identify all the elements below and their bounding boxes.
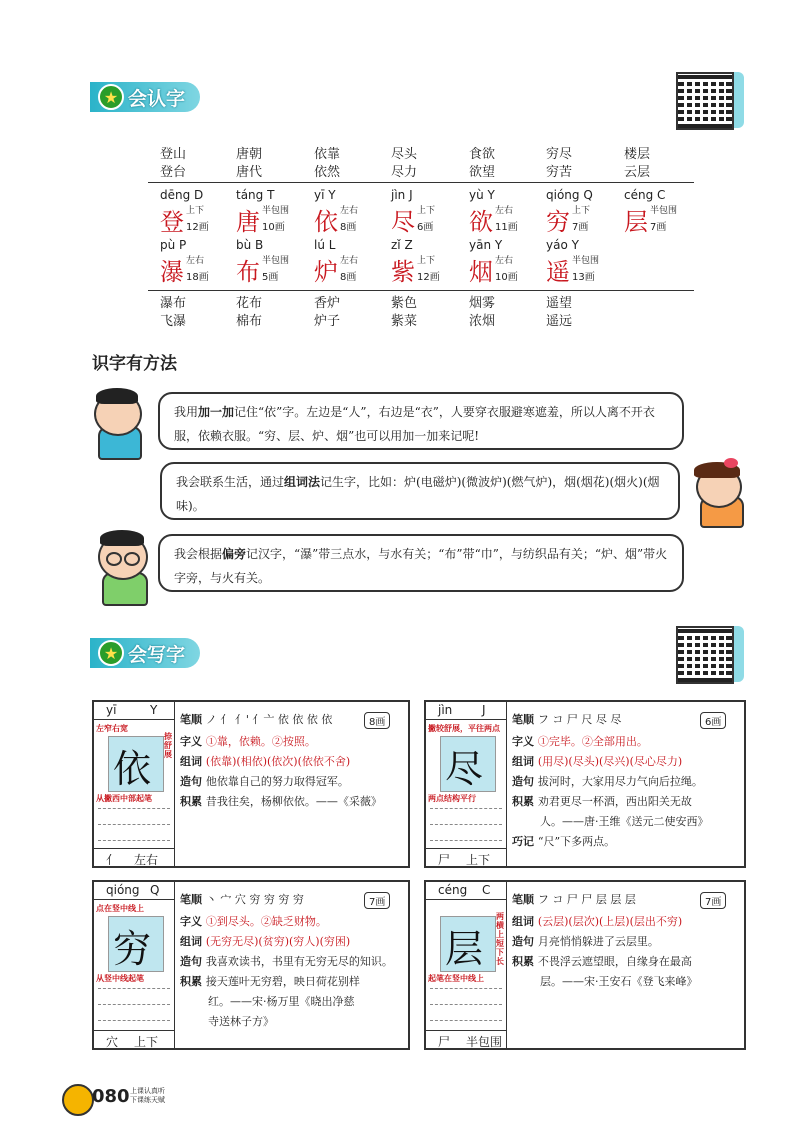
word: 云层 [624,165,651,180]
qr-code-icon[interactable] [676,72,734,130]
stroke-count: 7画 [650,222,667,233]
word: 穷苦 [546,165,573,180]
line-text: (依靠)(相依)(依次)(依依不舍) [205,755,351,768]
word: 依靠 [314,147,341,162]
card-line [180,952,393,972]
line-text: 劝君更尽一杯酒，西出阳关无故 [537,795,692,808]
writing-tip: 从撇西中部起笔 [96,794,152,803]
boy-illustration [88,388,152,458]
card-pinyin: céng [438,883,468,897]
card-left-panel [94,702,175,866]
radical: 尸 [438,853,451,867]
stroke-count: 12画 [417,272,440,283]
stroke-sequence: フ コ 尸 尺 尽 尽 [537,713,622,726]
practice-grid-line [430,988,502,989]
structure: 半包围 [572,256,600,266]
character: 唐 [236,208,260,236]
radical: 尸 [438,1035,451,1049]
footer-note: 上课认真听 下课练天赋 [130,1087,165,1104]
card-left-panel [426,702,507,866]
line-label: 巧记 [512,835,538,848]
card-line [180,932,350,952]
card-line [180,992,355,1012]
stroke-count: 18画 [186,272,209,283]
stroke-count: 13画 [572,272,595,283]
word: 紫色 [391,296,418,311]
line-text: 昔我往矣，杨柳依依。——《采薇》 [205,795,382,808]
radical: 穴 [106,1035,119,1049]
structure: 左右 [495,256,514,266]
structure: 半包围 [650,206,678,216]
structure: 左右 [340,206,359,216]
word-pair [624,146,650,182]
line-text: 不畏浮云遮望眼，自缘身在最高 [537,955,692,968]
stroke-sequence: 丶 宀 穴 穷 穷 穷 穷 [205,893,304,906]
divider [148,290,694,291]
stroke-label: 笔顺 [180,893,206,906]
pinyin: yān Y [469,238,503,252]
character-cell [236,188,312,236]
structure: 上下 [417,206,436,216]
word: 花布 [236,296,263,311]
divider [148,182,694,183]
line-text: 人。——唐·王维《送元二使安西》 [540,815,709,828]
character: 登 [160,208,184,236]
word: 香炉 [314,296,341,311]
card-pinyin: jìn [438,703,453,717]
card-line [180,972,360,992]
line-text: 红。——宋·杨万里《晓出净慈 [208,995,355,1008]
divider [94,719,174,720]
line-text: 寺送林子方》 [208,1015,274,1028]
line-text: 接天莲叶无穷碧，映日荷花别样 [205,975,360,988]
card-character: 尽 [445,747,484,791]
word-pair [236,295,262,331]
word-pair [469,295,495,331]
line-label: 字义 [180,915,206,928]
word: 紫菜 [391,314,418,329]
line-label: 字义 [512,735,538,748]
stroke-count: 12画 [186,222,209,233]
word: 尽力 [391,165,418,180]
card-left-panel [426,882,507,1048]
stroke-count: 7画 [572,222,589,233]
card-letter: C [482,883,491,897]
writing-tip: 起笔在竖中线上 [428,974,484,983]
stroke-count: 6画 [417,222,434,233]
structure: 半包围 [262,206,290,216]
bubble-text: 我会根据 [174,547,223,561]
method-keyword: 加一加 [198,405,235,419]
practice-grid-line [98,824,170,825]
character: 层 [624,208,648,236]
character: 烟 [469,258,493,286]
line-label: 造句 [512,775,538,788]
card-line [512,932,659,952]
word: 登山 [160,147,187,162]
word: 欲望 [469,165,496,180]
line-label: 组词 [180,755,206,768]
card-character: 穷 [113,927,152,971]
card-letter: J [482,703,486,717]
stroke-count: 5画 [262,272,279,283]
practice-grid-line [98,808,170,809]
stroke-order [180,890,304,910]
word: 食欲 [469,147,496,162]
pinyin: dēng D [160,188,204,202]
writing-tip: 撇较舒展，平往两点 [428,724,500,733]
character: 瀑 [160,258,184,286]
char-card [92,700,410,868]
pinyin: yù Y [469,188,495,202]
stroke-order [512,710,621,730]
structure: 半包围 [262,256,290,266]
line-label: 造句 [512,935,538,948]
card-line [512,952,692,972]
character: 尽 [391,208,415,236]
mascot-icon [62,1084,94,1116]
card-pinyin: qióng [106,883,140,897]
char-card [92,880,410,1050]
word-pair [546,146,572,182]
pinyin: zǐ Z [391,238,413,252]
card-pinyin: yī [106,703,117,717]
line-label: 组词 [512,755,538,768]
card-character: 依 [113,747,152,791]
practice-grid-line [430,808,502,809]
practice-grid-line [430,840,502,841]
character: 依 [314,208,338,236]
character: 遥 [546,258,570,286]
pinyin: qióng Q [546,188,593,202]
word-pair [236,146,262,182]
character-cell [160,188,236,236]
practice-grid-line [98,840,170,841]
card-line [512,812,709,832]
structure: 上下 [572,206,591,216]
pinyin: pù P [160,238,187,252]
character-cell [160,238,236,286]
practice-grid-line [98,1020,170,1021]
bubble-text: 记住“依”字。左边是“人”，右边是“衣”，人要穿衣服避寒遮羞，所以人离不开衣服，依赖衣服。“穷、层、炉、烟”也可以用加一加来记呢! [174,405,655,443]
structure-label: 上下 [466,853,491,867]
page-number: 080 [92,1086,130,1107]
character-cell [546,188,622,236]
structure-label: 左右 [134,853,159,867]
line-text: 我喜欢读书，书里有无穷无尽的知识。 [205,955,393,968]
char-card [424,880,746,1050]
qr-tab [734,72,744,128]
pinyin: yī Y [314,188,336,202]
character-cell [391,188,467,236]
stroke-label: 笔顺 [512,893,538,906]
character: 欲 [469,208,493,236]
method-keyword: 组词法 [284,475,321,489]
method-keyword: 偏旁 [222,547,247,561]
line-label: 积累 [512,955,538,968]
star-icon: ★ [98,84,124,110]
word: 唐代 [236,165,263,180]
card-line [180,792,382,812]
line-label: 组词 [180,935,206,948]
star-icon: ★ [98,640,124,666]
practice-grid-line [430,824,502,825]
speech-bubble-words [160,462,680,520]
divider [94,899,174,900]
word: 飞瀑 [160,314,187,329]
practice-grid-line [430,1004,502,1005]
stroke-count: 11画 [495,222,518,233]
word: 棉布 [236,314,263,329]
character-cell [236,238,312,286]
word-pair [160,146,186,182]
word-pair [546,295,572,331]
word: 瀑布 [160,296,187,311]
word: 尽头 [391,147,418,162]
practice-grid-line [98,988,170,989]
line-text: 拔河时，大家用尽力气向后拉绳。 [537,775,703,788]
stroke-count-badge: 7画 [364,892,390,909]
line-text: (云层)(层次)(上层)(层出不穷) [537,915,683,928]
card-line [512,832,615,852]
character: 炉 [314,258,338,286]
line-text: (用尽)(尽头)(尽兴)(尽心尽力) [537,755,683,768]
character: 布 [236,258,260,286]
bubble-text: 我用 [174,405,199,419]
card-line [180,912,327,932]
card-character: 层 [445,927,484,971]
section-banner-recognize [90,82,200,112]
line-text: 他依靠自己的努力取得冠军。 [205,775,349,788]
word: 唐朝 [236,147,263,162]
card-line [180,752,350,772]
stroke-sequence: ノ 亻 亻' 亻亠 依 依 依 依 [205,713,333,726]
line-label: 造句 [180,775,206,788]
word: 依然 [314,165,341,180]
stroke-count: 10画 [262,222,285,233]
bubble-text: 我会联系生活，通过 [176,475,285,489]
card-line [180,1012,274,1032]
stroke-label: 笔顺 [512,713,538,726]
line-label: 造句 [180,955,206,968]
character: 紫 [391,258,415,286]
word-pair [314,146,340,182]
character-cell [391,238,467,286]
pinyin: lú L [314,238,336,252]
structure: 上下 [186,206,205,216]
writing-tip: 两横上短下长 [496,912,504,966]
section-banner-write [90,638,200,668]
writing-tip: 左窄右宽 [96,724,128,733]
pinyin: jìn J [391,188,413,202]
character-cell [469,188,545,236]
stroke-count: 8画 [340,222,357,233]
word-pair [469,146,495,182]
line-label: 组词 [512,915,538,928]
pinyin: yáo Y [546,238,579,252]
card-letter: Q [150,883,160,897]
divider [94,848,174,849]
card-line [512,772,703,792]
card-left-panel [94,882,175,1048]
line-text: “尺”下多两点。 [537,835,616,848]
writing-tip: 捺舒展 [164,732,172,759]
girl-illustration [690,460,750,524]
bubble-text: 记汉字，“瀑”带三点水，与水有关；“布”带“巾”，与纺织品有关；“炉、烟”带火字旁，与火有关。 [174,547,668,585]
stroke-count-badge: 7画 [700,892,726,909]
word: 烟雾 [469,296,496,311]
card-line [180,772,349,792]
word: 遥远 [546,314,573,329]
section-title: 会写字 [128,643,186,666]
char-card [424,700,746,868]
writing-tip: 从竖中线起笔 [96,974,144,983]
card-line [512,732,648,752]
line-label: 字义 [180,735,206,748]
divider [426,719,506,720]
divider [426,899,506,900]
qr-code-icon[interactable] [676,626,734,684]
structure: 左右 [186,256,205,266]
stroke-count-badge: 8画 [364,712,390,729]
line-label: 积累 [512,795,538,808]
character: 穷 [546,208,570,236]
character-cell [469,238,545,286]
word-pair [314,295,340,331]
structure: 左右 [340,256,359,266]
method-heading: 识字有方法 [92,354,177,374]
card-letter: Y [150,703,158,717]
word: 穷尽 [546,147,573,162]
card-line [180,732,316,752]
structure: 上下 [417,256,436,266]
boy-glasses-illustration [92,530,158,604]
word: 楼层 [624,147,651,162]
practice-grid-line [98,1004,170,1005]
structure-label: 上下 [134,1035,159,1049]
writing-tip: 两点结构平行 [428,794,476,803]
line-text: 月亮悄悄躲进了云层里。 [537,935,659,948]
character-cell [314,238,390,286]
divider [426,848,506,849]
section-title: 会认字 [128,87,186,110]
stroke-order [180,710,332,730]
divider [94,1030,174,1031]
radical: 亻 [106,853,119,867]
character-cell [314,188,390,236]
word: 遥望 [546,296,573,311]
line-label: 积累 [180,795,206,808]
divider [426,1030,506,1031]
word-pair [391,146,417,182]
qr-tab [734,626,744,682]
stroke-sequence: フ コ 尸 尸 层 层 层 [537,893,636,906]
word: 炉子 [314,314,341,329]
word-pair [160,295,186,331]
structure: 左右 [495,206,514,216]
stroke-order [512,890,636,910]
pinyin: céng C [624,188,666,202]
line-text: 层。——宋·王安石《登飞来峰》 [540,975,698,988]
line-text: (无穷无尽)(贫穷)(穷人)(穷困) [205,935,351,948]
practice-grid-line [430,1020,502,1021]
stroke-count: 10画 [495,272,518,283]
writing-tip: 点在竖中线上 [96,904,144,913]
line-text: ①完毕。②全部用出。 [537,735,648,748]
pinyin: táng T [236,188,275,202]
word-pair [391,295,417,331]
line-text: ①到尽头。②缺乏财物。 [205,915,327,928]
word: 登台 [160,165,187,180]
stroke-label: 笔顺 [180,713,206,726]
line-label: 积累 [180,975,206,988]
card-line [512,912,682,932]
speech-bubble-radical [158,534,684,592]
stroke-count-badge: 6画 [700,712,726,729]
card-line [512,752,682,772]
card-line [512,972,698,992]
character-cell [624,188,700,236]
character-cell [546,238,622,286]
structure-label: 半包围 [466,1035,503,1049]
speech-bubble-add [158,392,684,450]
card-line [512,792,692,812]
pinyin: bù B [236,238,264,252]
bubble-text: 记生字，比如：炉(电磁炉)(微波炉)(燃气炉)，烟(烟花)(烟火)(烟味)。 [176,475,660,513]
line-text: ①靠，依赖。②按照。 [205,735,316,748]
stroke-count: 8画 [340,272,357,283]
word: 浓烟 [469,314,496,329]
